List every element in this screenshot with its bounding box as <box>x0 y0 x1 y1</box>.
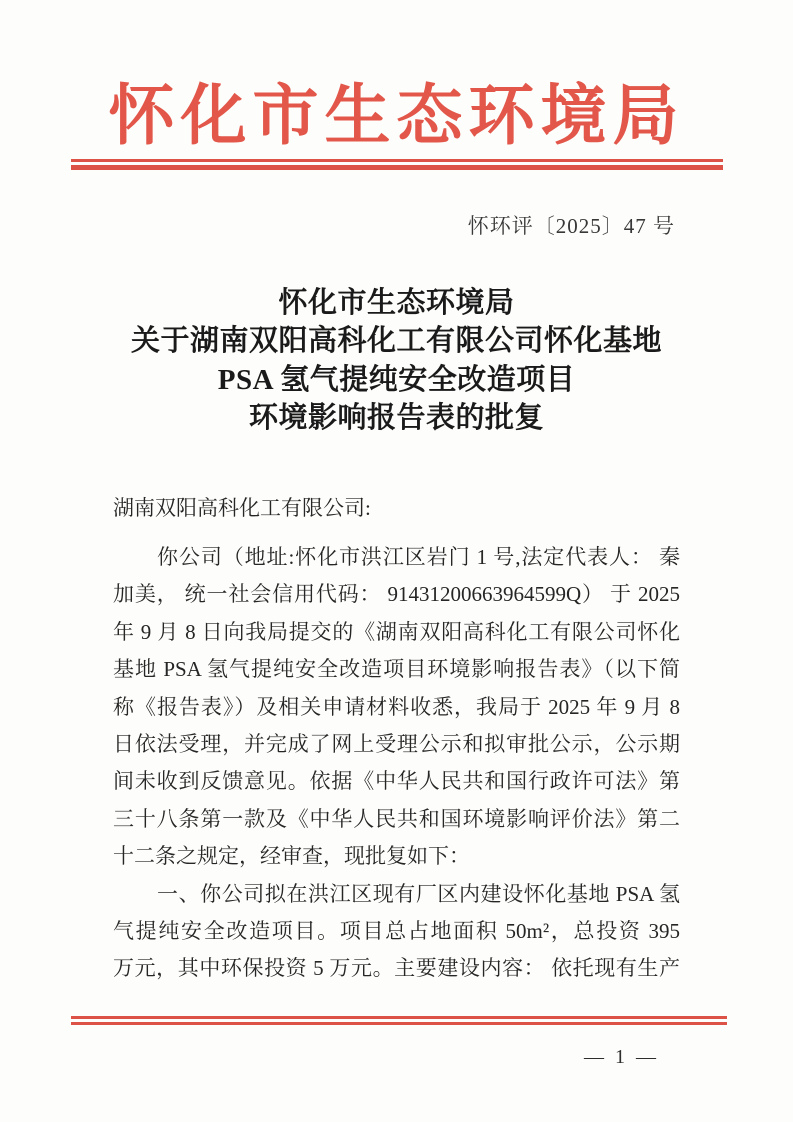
agency-masthead-title: 怀化市生态环境局 <box>108 80 685 153</box>
masthead-rule <box>71 159 723 170</box>
document-title-line: 关于湖南双阳高科化工有限公司怀化基地 <box>130 325 662 357</box>
masthead-rule-thick <box>71 165 723 170</box>
document-number: 怀环评〔2025〕47 号 <box>467 213 675 238</box>
body-text-line: 基地 PSA 氢气提纯安全改造项目环境影响报告表》（以下简 <box>113 657 680 682</box>
document-title-line: 怀化市生态环境局 <box>278 286 515 319</box>
page-number: — 1 — <box>584 1046 659 1068</box>
body-text-line: 湖南双阳高科化工有限公司: <box>113 495 371 520</box>
body-text-line: 间未收到反馈意见。依据《中华人民共和国行政许可法》第 <box>113 769 680 794</box>
body-text-line: 气提纯安全改造项目。项目总占地面积 50m²，总投资 395 <box>113 918 680 943</box>
footer-rule-thick <box>71 1022 727 1026</box>
body-text-line: 一、你公司拟在洪江区现有厂区内建设怀化基地 PSA 氢 <box>157 881 680 906</box>
footer-rule <box>71 1016 727 1025</box>
body-text-line: 加美， 统一社会信用代码： 91431200663964599Q） 于 2025 <box>113 582 680 607</box>
document-title-line: PSA 氢气提纯安全改造项目 <box>217 363 576 396</box>
document-title-block <box>0 284 793 438</box>
masthead <box>0 0 793 240</box>
body-text-line: 日依法受理，并完成了网上受理公示和拟审批公示，公示期 <box>113 731 680 756</box>
document-body <box>113 490 680 988</box>
body-text-line: 称《报告表》）及相关申请材料收悉，我局于 2025 年 9 月 8 <box>113 694 680 719</box>
body-text-line: 万元，其中环保投资 5 万元。主要建设内容： 依托现有生产 <box>113 956 680 981</box>
body-text-line: 你公司（地址:怀化市洪江区岩门 1 号,法定代表人： 秦 <box>157 544 680 569</box>
body-text-line: 年 9 月 8 日向我局提交的《湖南双阳高科化工有限公司怀化 <box>113 619 680 644</box>
body-text-line: 三十八条第一款及《中华人民共和国环境影响评价法》第二 <box>113 806 680 831</box>
document-title-line: 环境影响报告表的批复 <box>248 402 544 434</box>
body-text-line: 十二条之规定，经审查，现批复如下： <box>113 844 470 869</box>
